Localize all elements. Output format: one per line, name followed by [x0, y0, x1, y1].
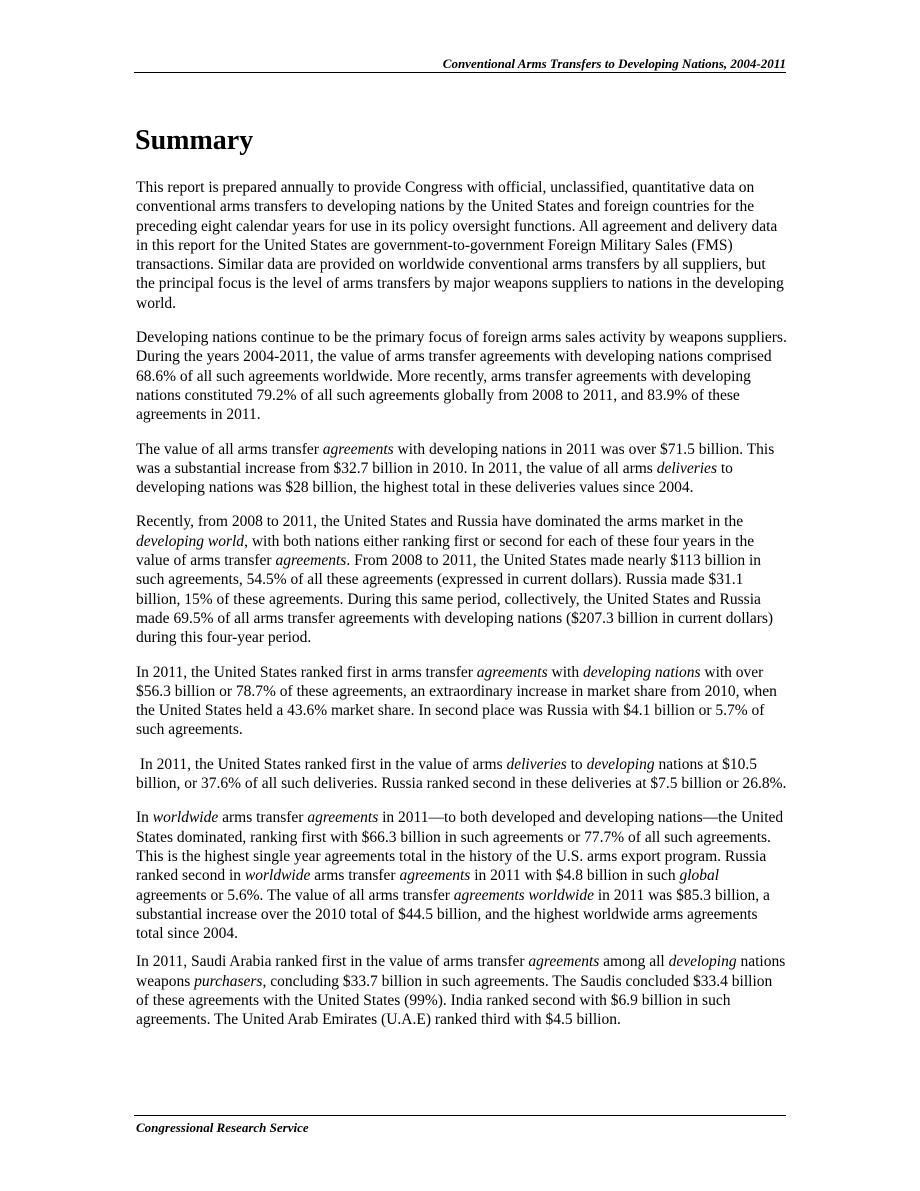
text-segment: arms transfer	[310, 867, 400, 885]
paragraph-8	[136, 952, 788, 1029]
text-segment: with	[547, 663, 583, 681]
paragraph-2: Developing nations continue to be the primary focus of foreign arms sales activity by weapons suppliers. During the years 2004-2011, the value of arms transfer agreements with developing nations comprised 68.6% of all such agreements worldwide. More recently, arms transfer agreements with developing nations constituted 79.2% of all such agreements globally from 2008 to 2011, and 83.9% of these agreements in 2011.	[136, 329, 787, 424]
emphasis-text: worldwide	[152, 809, 219, 827]
paragraph-6	[136, 755, 788, 794]
emphasis-text: agreements	[399, 867, 471, 885]
footer-divider	[134, 1115, 786, 1116]
text-segment: In 2011, Saudi Arabia ranked first in the value of arms transfer	[136, 953, 529, 971]
text-segment: in 2011—to both developed and developing nations—the United States dominated, ranking first with $66.3 billion in such agreements or 77.7% of all such agreements. This is the highest single year agreements total in the history of the U.S. arms export program. Russia ranked second in	[136, 809, 784, 885]
paragraph-7	[136, 808, 788, 943]
emphasis-text: agreements	[322, 440, 394, 458]
text-segment: with developing nations in 2011 was over $71.5 billion. This was a substantial increase from $32.7 billion in 2010. In 2011, the value of all arms	[136, 440, 775, 477]
text-segment: agreements or 5.6%. The value of all arms transfer	[136, 886, 454, 904]
paragraph-4	[136, 512, 788, 647]
text-segment: , concluding $33.7 billion in such agreements. The Saudis concluded $33.4 billion of these agreements with the United States (99%). India ranked second with $6.9 billion in such agreements. The United Arab Emirates (U.A.E) ranked third with $4.5 billion.	[136, 972, 773, 1029]
emphasis-text: developing	[586, 755, 655, 773]
text-segment: to developing nations was $28 billion, the highest total in these deliveries values since 2004.	[136, 459, 733, 497]
emphasis-text: agreements	[476, 663, 548, 681]
paragraph-5	[136, 663, 788, 740]
emphasis-text: global	[679, 867, 720, 885]
emphasis-text: purchasers	[194, 972, 263, 990]
emphasis-text: deliveries	[506, 755, 567, 773]
emphasis-text: agreements	[307, 809, 379, 827]
summary-body	[136, 178, 788, 1045]
text-segment: arms transfer	[218, 809, 308, 827]
emphasis-text: agreements	[528, 953, 600, 971]
emphasis-text: developing world	[136, 532, 245, 550]
text-segment: among all	[599, 953, 669, 971]
text-segment: . From 2008 to 2011, the United States made nearly $113 billion in such agreements, 54.5% of all these agreements (expressed in current dollars). Russia made $31.1 billion, 15% of these agreements. During this same period, collectively, the United States and Russia made 69.5% of all arms transfer agreements with developing nations ($207.3 billion in current dollars) during this four-year period.	[136, 552, 774, 647]
emphasis-text: deliveries	[656, 459, 717, 477]
emphasis-text: agreements worldwide	[453, 886, 594, 904]
text-segment: , with both nations either ranking first or second for each of these four years in the value of arms transfer	[136, 532, 755, 570]
text-segment: nations weapons	[136, 953, 786, 990]
text-segment: with over $56.3 billion or 78.7% of these agreements, an extraordinary increase in market share from 2010, when the United States held a 43.6% market share. In second place was Russia with $4.1 billion or 5.7% of such agreements.	[136, 663, 777, 739]
header-divider	[134, 72, 786, 73]
emphasis-text: developing nations	[582, 663, 701, 681]
page-title: Summary	[135, 125, 254, 156]
emphasis-text: developing	[668, 953, 737, 971]
paragraph-3	[136, 440, 788, 498]
text-segment: Recently, from 2008 to 2011, the United States and Russia have dominated the arms market in the	[136, 513, 744, 531]
text-segment: nations at $10.5 billion, or 37.6% of all such deliveries. Russia ranked second in these deliveries at $7.5 billion or 26.8%.	[136, 755, 787, 793]
text-segment: In	[136, 809, 153, 827]
footer-publisher: Congressional Research Service	[136, 1120, 309, 1135]
paragraph-1: This report is prepared annually to provide Congress with official, unclassified, quantitative data on conventional arms transfers to developing nations by the United States and foreign countries for the preceding eight calendar years for use in its policy oversight functions. All agreement and delivery data in this report for the United States are government-to-government Foreign Military Sales (FMS) transactions. Similar data are provided on worldwide conventional arms transfers by all suppliers, but the principal focus is the level of arms transfers by major weapons suppliers to nations in the developing world.	[136, 179, 784, 312]
emphasis-text: agreements	[275, 552, 347, 570]
text-segment: to	[566, 755, 587, 773]
text-segment: in 2011 with $4.8 billion in such	[470, 867, 680, 885]
text-segment: The value of all arms transfer	[136, 440, 323, 458]
text-segment: in 2011 was $85.3 billion, a substantial increase over the 2010 total of $44.5 billion, and the highest worldwide arms agreements total since 2004.	[136, 886, 770, 943]
text-segment: In 2011, the United States ranked first in the value of arms	[136, 755, 507, 773]
emphasis-text: worldwide	[244, 867, 311, 885]
text-segment: In 2011, the United States ranked first in arms transfer	[136, 663, 477, 681]
running-header: Conventional Arms Transfers to Developing Nations, 2004-2011	[442, 56, 786, 71]
